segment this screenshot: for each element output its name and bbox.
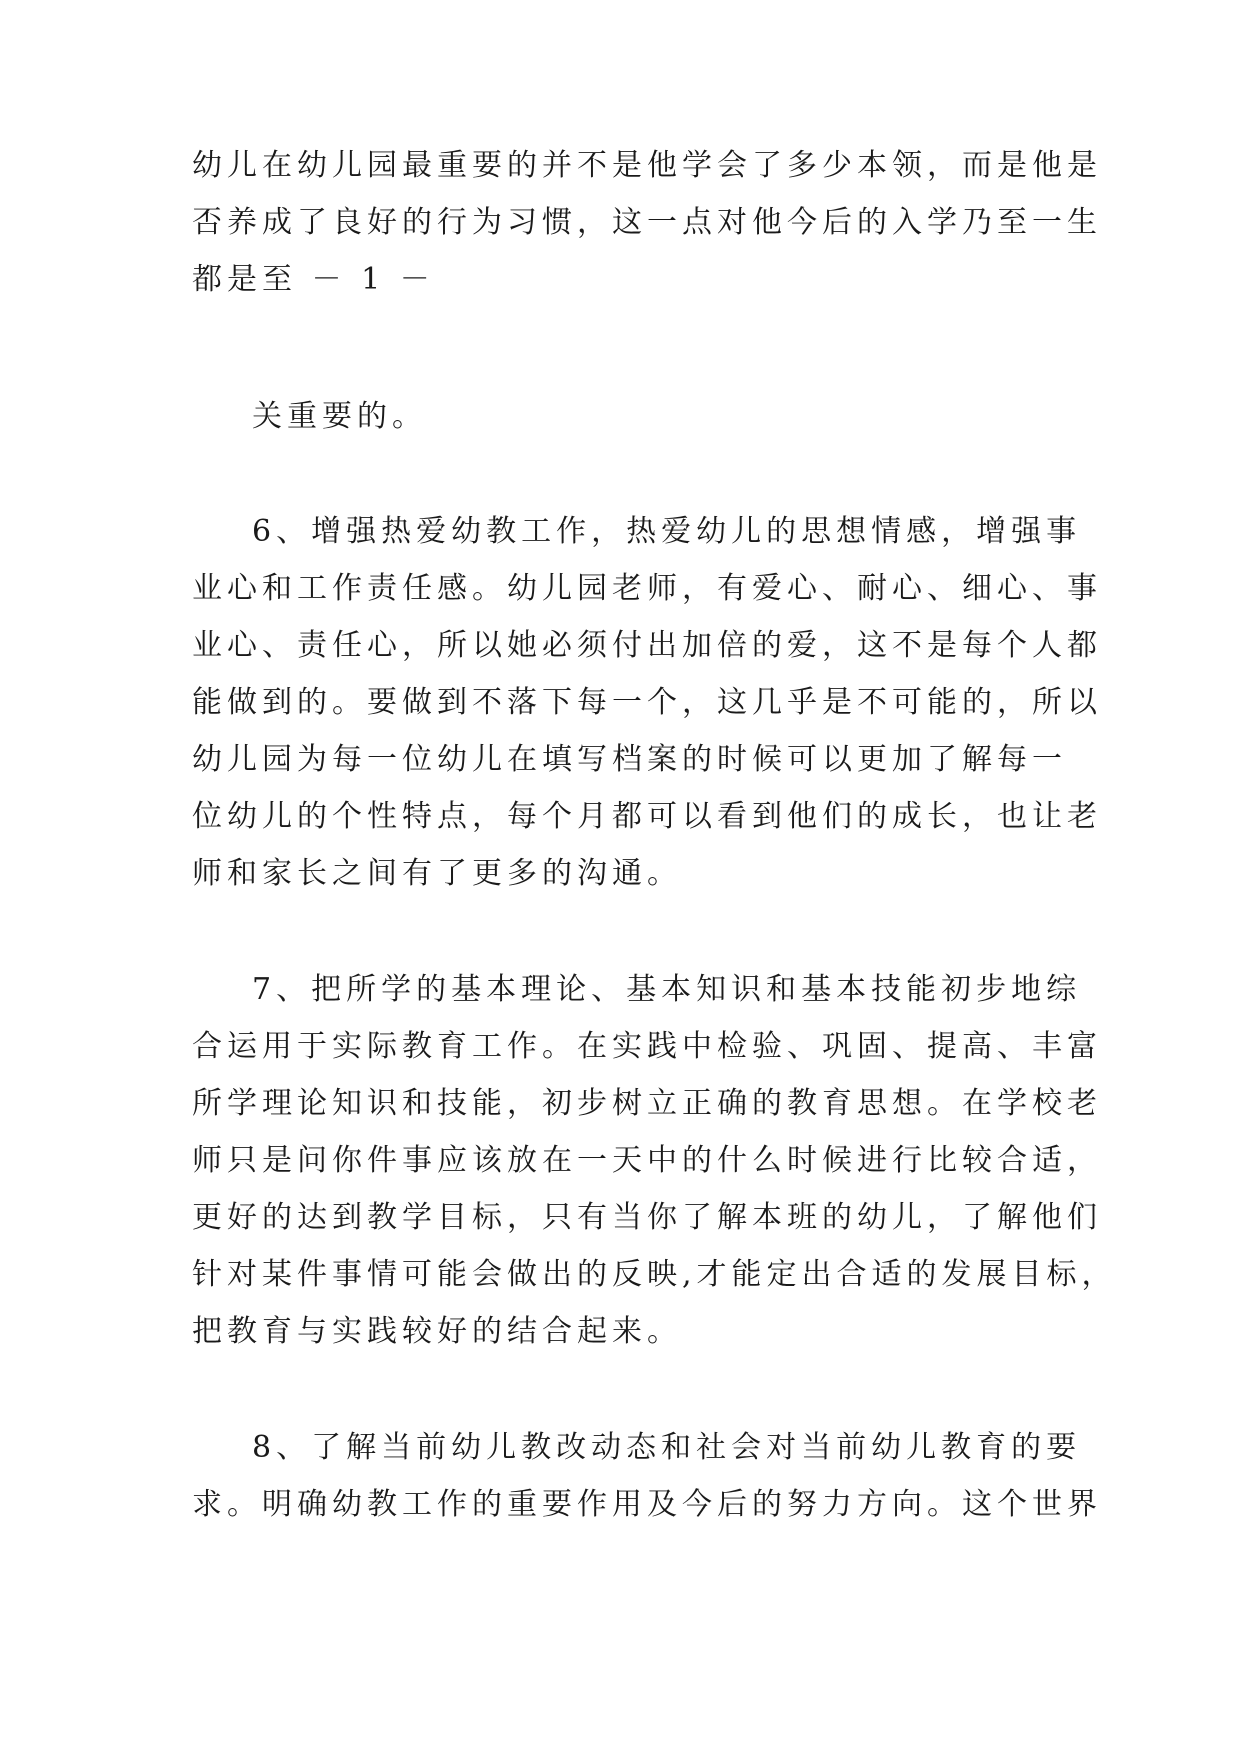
text-line: 针对某件事情可能会做出的反映,才能定出合适的发展目标， xyxy=(192,1257,1117,1292)
text-line: 合运用于实际教育工作。在实践中检验、巩固、提高、丰富 xyxy=(192,1029,1102,1064)
text-line: 否养成了良好的行为习惯，这一点对他今后的入学乃至一生 xyxy=(192,205,1102,240)
paragraph-6-first-line: 6、增强热爱幼教工作，热爱幼儿的思想情感，增强事 xyxy=(252,514,1082,549)
text-line: 求。明确幼教工作的重要作用及今后的努力方向。这个世界 xyxy=(192,1487,1102,1522)
text-line: 师和家长之间有了更多的沟通。 xyxy=(192,856,682,891)
text-line: 关重要的。 xyxy=(252,399,427,434)
text-line: 把教育与实践较好的结合起来。 xyxy=(192,1314,682,1349)
text-line: 幼儿在幼儿园最重要的并不是他学会了多少本领，而是他是 xyxy=(192,148,1102,183)
paragraph-8-first-line: 8、了解当前幼儿教改动态和社会对当前幼儿教育的要 xyxy=(252,1430,1082,1465)
page-number-line: 都是至 － 1 － xyxy=(192,262,435,297)
text-line: 业心、责任心，所以她必须付出加倍的爱，这不是每个人都 xyxy=(192,628,1102,663)
text-line: 业心和工作责任感。幼儿园老师，有爱心、耐心、细心、事 xyxy=(192,571,1102,606)
text-line: 更好的达到教学目标，只有当你了解本班的幼儿，了解他们 xyxy=(192,1200,1102,1235)
text-line: 能做到的。要做到不落下每一个，这几乎是不可能的，所以 xyxy=(192,685,1102,720)
text-line: 位幼儿的个性特点，每个月都可以看到他们的成长，也让老 xyxy=(192,799,1102,834)
text-line: 所学理论知识和技能，初步树立正确的教育思想。在学校老 xyxy=(192,1086,1102,1121)
paragraph-7-first-line: 7、把所学的基本理论、基本知识和基本技能初步地综 xyxy=(252,972,1082,1007)
text-line: 幼儿园为每一位幼儿在填写档案的时候可以更加了解每一 xyxy=(192,742,1067,777)
text-line: 师只是问你件事应该放在一天中的什么时候进行比较合适， xyxy=(192,1143,1102,1178)
